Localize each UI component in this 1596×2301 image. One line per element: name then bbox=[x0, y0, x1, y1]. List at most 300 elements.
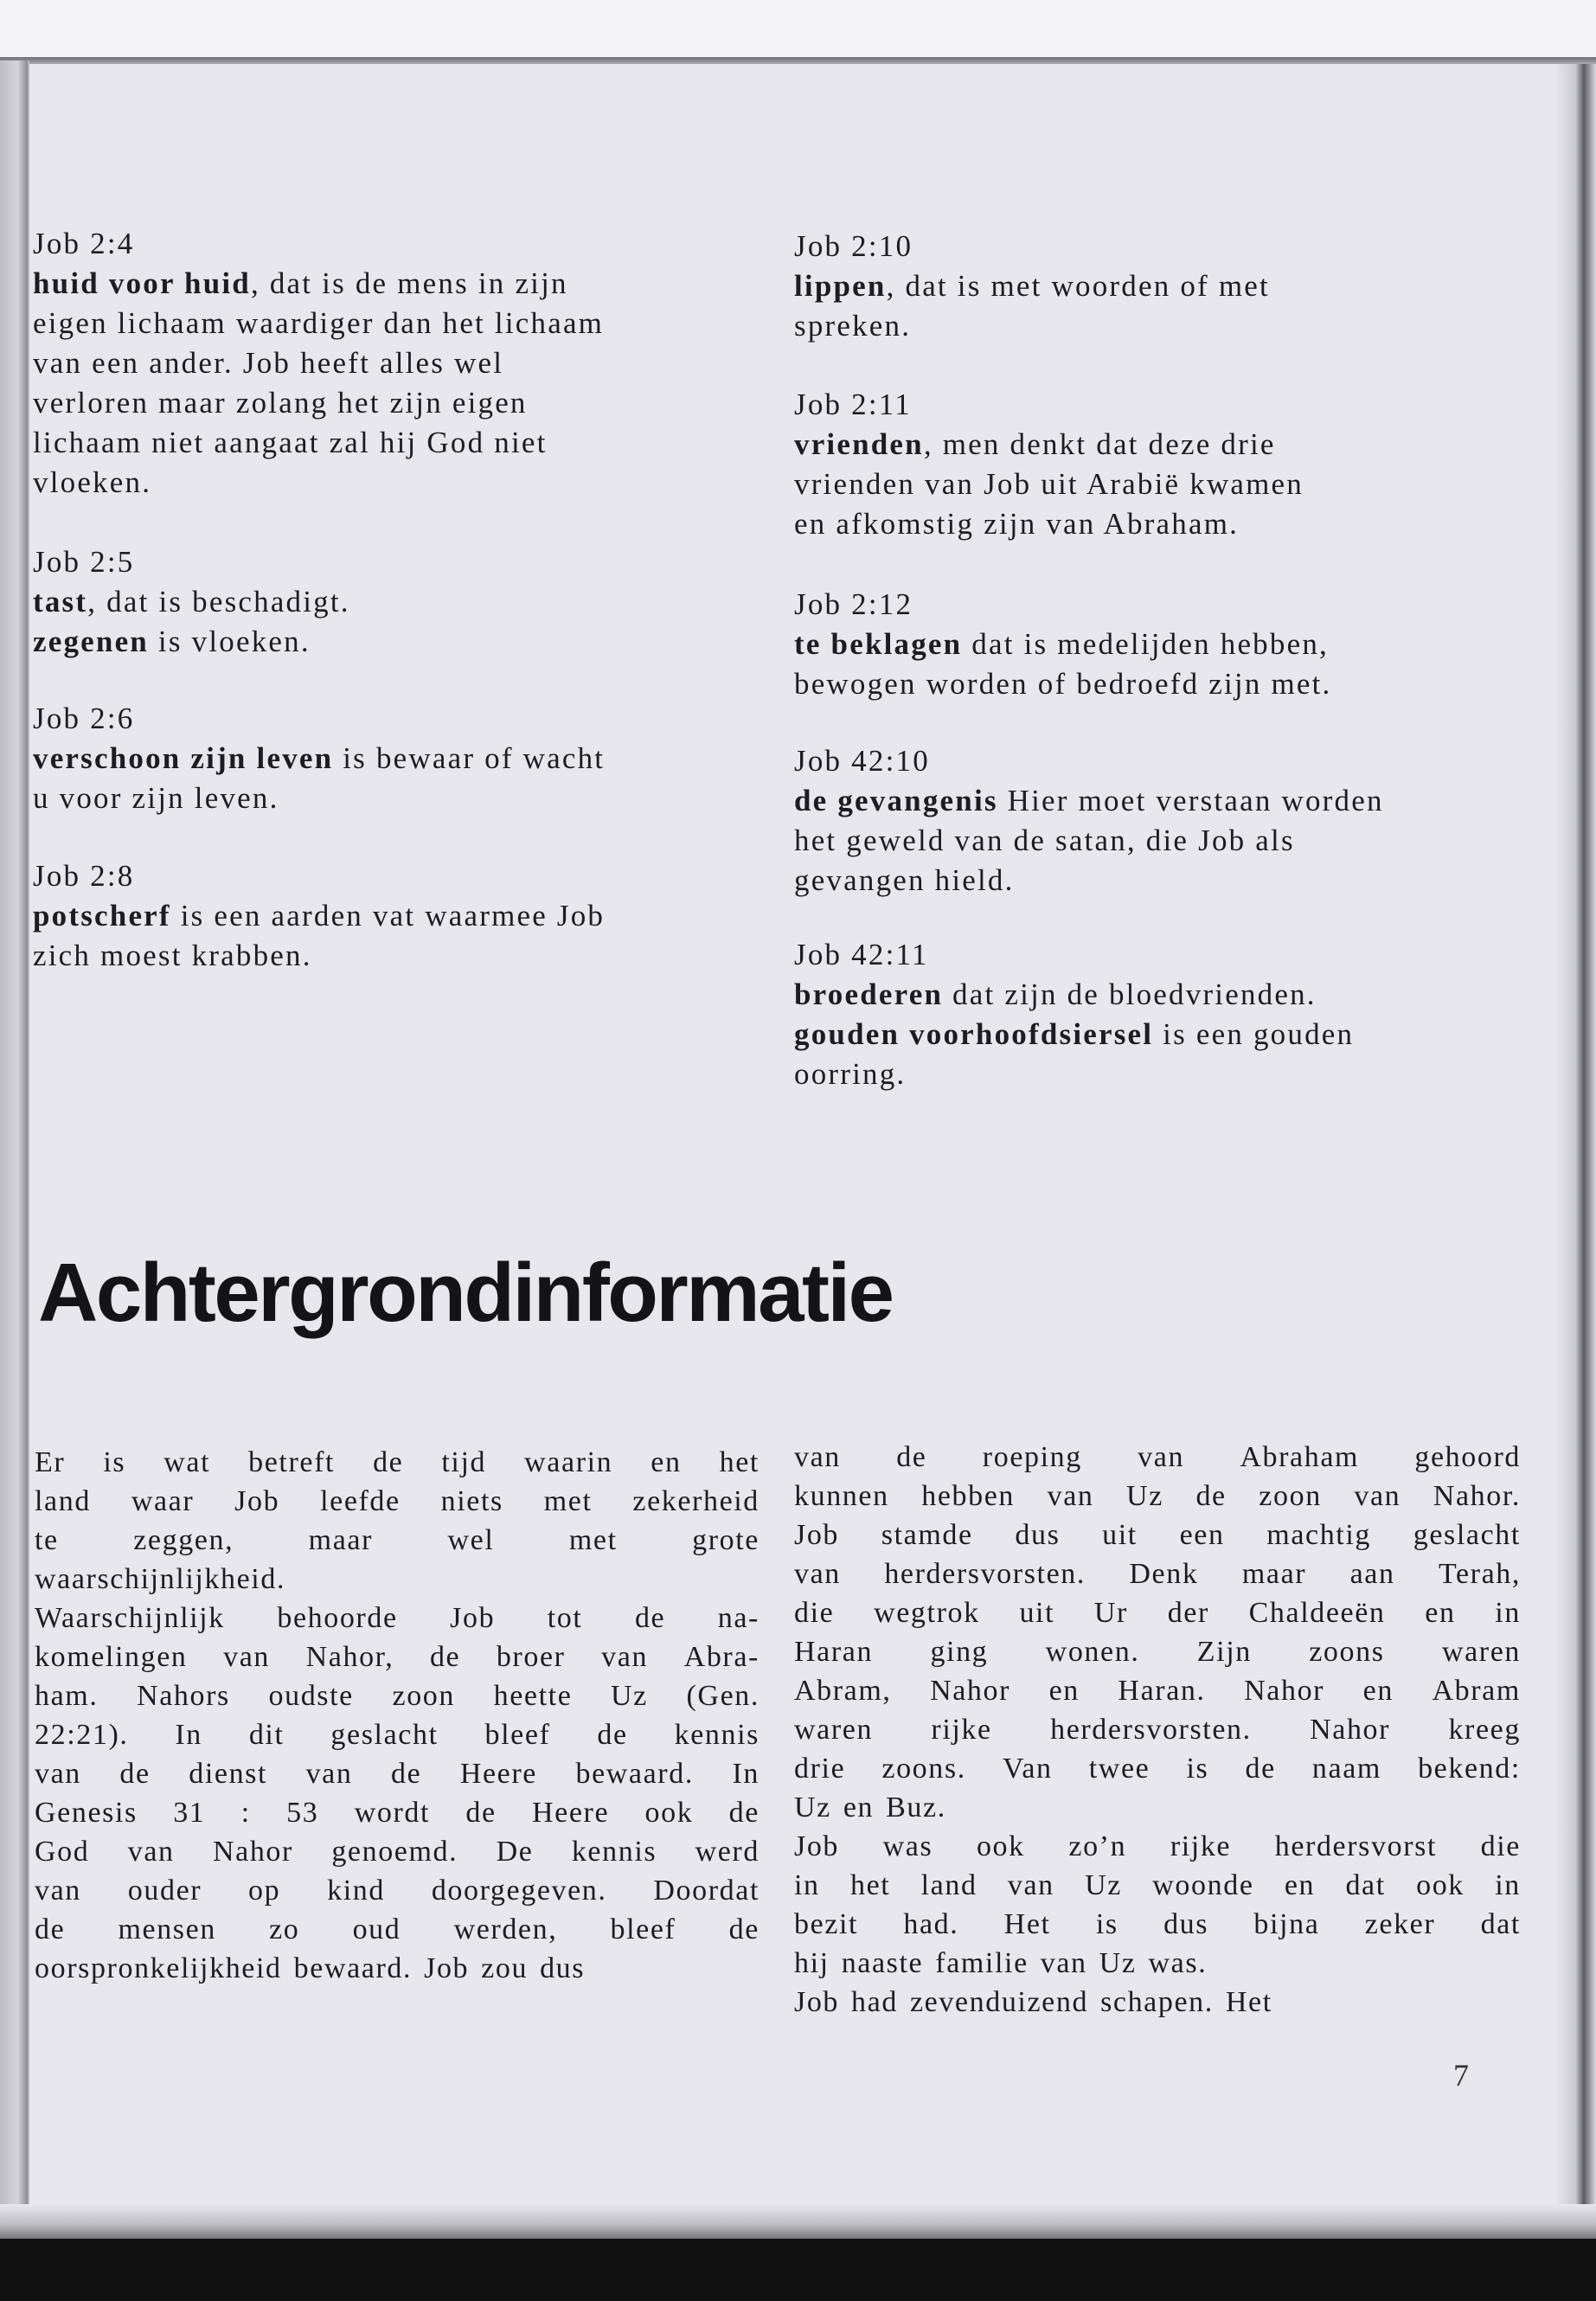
word: in bbox=[1495, 1597, 1521, 1629]
word: rijke bbox=[931, 1714, 992, 1746]
word: Heere bbox=[532, 1797, 610, 1829]
verse-reference: Job 2:6 bbox=[33, 702, 135, 735]
word: : bbox=[240, 1797, 251, 1829]
word: Zijn bbox=[1196, 1636, 1252, 1668]
definition-line bbox=[794, 625, 1332, 664]
word: zoon bbox=[1259, 1480, 1322, 1512]
word: het bbox=[719, 1446, 760, 1478]
definition-line bbox=[33, 739, 605, 779]
word: 22:21). bbox=[35, 1719, 129, 1751]
body-line bbox=[35, 1793, 760, 1832]
definition-line bbox=[794, 306, 1270, 346]
word: Genesis bbox=[35, 1797, 138, 1829]
definition-text: is een gouden bbox=[1153, 1017, 1355, 1051]
word: broer bbox=[496, 1641, 566, 1673]
word: dus bbox=[1015, 1519, 1061, 1551]
word: Heere bbox=[459, 1758, 537, 1790]
word: bleef bbox=[610, 1913, 676, 1945]
body-line bbox=[794, 1593, 1521, 1632]
word: ham. bbox=[35, 1680, 99, 1712]
definition-text: dat zijn de bloedvrienden. bbox=[943, 977, 1317, 1011]
word: dienst bbox=[189, 1758, 268, 1790]
word: oudste bbox=[268, 1680, 354, 1712]
word: van bbox=[794, 1441, 841, 1473]
definition-line bbox=[33, 779, 605, 818]
verse-reference: Job 2:12 bbox=[794, 587, 913, 621]
word: herdersvorsten. bbox=[884, 1558, 1086, 1590]
word: drie bbox=[794, 1753, 846, 1785]
word: geslacht bbox=[1413, 1519, 1521, 1551]
definition-text: dat is medelijden hebben, bbox=[962, 627, 1329, 661]
word: herdersvorst bbox=[1274, 1830, 1437, 1862]
verse-reference: Job 2:4 bbox=[33, 227, 135, 260]
word: Er bbox=[35, 1446, 66, 1478]
word: de bbox=[391, 1758, 422, 1790]
glossary-term: huid voor huid bbox=[33, 266, 251, 300]
word: kreeg bbox=[1448, 1714, 1521, 1746]
definition-text: lichaam niet aangaat zal hij God niet bbox=[33, 426, 548, 459]
word: van bbox=[1040, 1947, 1087, 1979]
word: waarschijnlijkheid. bbox=[35, 1563, 286, 1595]
word: dit bbox=[248, 1719, 285, 1751]
body-line bbox=[35, 1521, 760, 1560]
word: Job bbox=[450, 1602, 496, 1634]
word: en bbox=[651, 1446, 682, 1478]
glossary-term: lippen bbox=[794, 269, 887, 303]
definition-line bbox=[33, 343, 604, 383]
body-line bbox=[794, 1749, 1521, 1788]
word: twee bbox=[1088, 1753, 1151, 1785]
word: de bbox=[119, 1758, 151, 1790]
word: ook bbox=[1416, 1869, 1465, 1901]
glossary-term: tast bbox=[33, 585, 88, 619]
glossary-entry bbox=[33, 699, 605, 818]
body-line bbox=[794, 1516, 1521, 1554]
definition-line bbox=[33, 304, 604, 343]
word: en bbox=[1425, 1597, 1456, 1629]
glossary-entry bbox=[33, 542, 350, 662]
body-line bbox=[794, 1944, 1521, 1983]
glossary-term: te beklagen bbox=[794, 627, 963, 661]
body-line bbox=[35, 1676, 760, 1715]
definition-line bbox=[794, 425, 1304, 465]
definition-text: vloeken. bbox=[33, 465, 152, 499]
word: Nahor bbox=[1310, 1714, 1391, 1746]
body-line bbox=[35, 1910, 760, 1949]
word: van bbox=[794, 1558, 841, 1590]
body-line bbox=[35, 1638, 760, 1676]
page-top-edge bbox=[0, 57, 1596, 64]
body-line bbox=[794, 1866, 1521, 1905]
word: had. bbox=[903, 1908, 959, 1940]
definition-text: is vloeken. bbox=[148, 625, 311, 658]
glossary-entry bbox=[794, 385, 1304, 544]
definition-text: eigen lichaam waardiger dan het lichaam bbox=[33, 306, 605, 340]
word: de bbox=[896, 1441, 927, 1473]
verse-reference: Job 2:8 bbox=[33, 859, 135, 893]
word: De bbox=[496, 1836, 534, 1868]
word: was bbox=[882, 1830, 933, 1862]
word: In bbox=[732, 1758, 760, 1790]
word: die bbox=[794, 1597, 835, 1629]
word: van bbox=[305, 1758, 353, 1790]
definition-line bbox=[794, 861, 1384, 901]
word: hij bbox=[794, 1947, 830, 1979]
word: de bbox=[35, 1913, 66, 1945]
word: schapen. bbox=[1100, 1986, 1214, 2018]
body-line bbox=[794, 1477, 1521, 1516]
verse-reference: Job 2:11 bbox=[794, 388, 912, 421]
word: Uz bbox=[1099, 1947, 1137, 1979]
word: bezit bbox=[794, 1908, 859, 1940]
body-line bbox=[35, 1871, 760, 1910]
body-line bbox=[35, 1832, 760, 1871]
word: de bbox=[429, 1641, 461, 1673]
word: op bbox=[248, 1875, 281, 1907]
word: wat bbox=[163, 1446, 211, 1478]
word: waarin bbox=[524, 1446, 613, 1478]
definition-text: verloren maar zolang het zijn eigen bbox=[33, 386, 528, 420]
word: Doordat bbox=[653, 1875, 760, 1907]
word: betreft bbox=[248, 1446, 336, 1478]
body-line bbox=[35, 1443, 760, 1482]
word: zeggen, bbox=[133, 1524, 234, 1556]
word: Job bbox=[794, 1519, 840, 1551]
word: kind bbox=[327, 1875, 385, 1907]
definition-text: bewogen worden of bedroefd zijn met. bbox=[794, 667, 1332, 701]
word: en bbox=[1284, 1869, 1316, 1901]
word: Uz bbox=[1085, 1869, 1122, 1901]
word: Uz bbox=[611, 1680, 648, 1712]
verse-reference: Job 2:5 bbox=[33, 545, 135, 579]
glossary-entry bbox=[794, 227, 1270, 346]
glossary-term: zegenen bbox=[33, 625, 149, 658]
body-line bbox=[794, 1554, 1521, 1593]
word: uit bbox=[1102, 1519, 1138, 1551]
word: de bbox=[1195, 1480, 1227, 1512]
word: ook bbox=[976, 1830, 1025, 1862]
glossary-entry bbox=[794, 741, 1384, 901]
word: waren bbox=[1441, 1636, 1521, 1668]
word: Terah, bbox=[1438, 1558, 1521, 1590]
word: was. bbox=[1148, 1947, 1208, 1979]
word: ook bbox=[644, 1797, 694, 1829]
word: de bbox=[373, 1446, 404, 1478]
word: wel bbox=[447, 1524, 495, 1556]
body-line bbox=[35, 1599, 760, 1638]
word: die bbox=[1480, 1830, 1521, 1862]
definition-text: u voor zijn leven. bbox=[33, 781, 279, 815]
glossary-term: potscherf bbox=[33, 899, 171, 933]
body-line bbox=[35, 1754, 760, 1793]
definition-text: , dat is met woorden of met bbox=[886, 269, 1270, 303]
word: van bbox=[1047, 1480, 1094, 1512]
word: de bbox=[597, 1719, 628, 1751]
word: zoons. bbox=[881, 1753, 966, 1785]
word: 53 bbox=[286, 1797, 319, 1829]
word: bekend: bbox=[1418, 1753, 1521, 1785]
word: Abram, bbox=[794, 1675, 892, 1707]
definition-line bbox=[794, 504, 1304, 544]
word: ging bbox=[930, 1636, 989, 1668]
word: Nahor bbox=[212, 1836, 293, 1868]
word: Waarschijnlijk bbox=[35, 1602, 225, 1634]
word: zekerheid bbox=[632, 1485, 760, 1517]
word: tot bbox=[547, 1602, 583, 1634]
body-line bbox=[794, 1438, 1521, 1477]
word: niets bbox=[440, 1485, 503, 1517]
page-number: 7 bbox=[1453, 2058, 1469, 2093]
word: roeping bbox=[982, 1441, 1082, 1473]
word: in bbox=[1495, 1869, 1521, 1901]
word: bewaard. bbox=[293, 1952, 413, 1984]
word: naaste bbox=[841, 1947, 924, 1979]
word: van bbox=[223, 1641, 271, 1673]
definition-line bbox=[794, 266, 1270, 306]
word: grote bbox=[692, 1524, 760, 1556]
word: machtig bbox=[1266, 1519, 1372, 1551]
word: leefde bbox=[320, 1485, 401, 1517]
word: Uz bbox=[1126, 1480, 1163, 1512]
word: met bbox=[568, 1524, 618, 1556]
word: aan bbox=[1349, 1558, 1395, 1590]
word: van bbox=[1007, 1869, 1054, 1901]
word: Abraham bbox=[1240, 1441, 1360, 1473]
word: God bbox=[35, 1836, 90, 1868]
word: zoons bbox=[1309, 1636, 1385, 1668]
word: wordt bbox=[354, 1797, 431, 1829]
word: Haran bbox=[794, 1636, 874, 1668]
word: is bbox=[103, 1446, 126, 1478]
word: Uz bbox=[794, 1791, 831, 1823]
word: 31 bbox=[173, 1797, 206, 1829]
word: Ur bbox=[1093, 1597, 1128, 1629]
word: de bbox=[1245, 1753, 1276, 1785]
word: kennis bbox=[674, 1719, 760, 1751]
word: rijke bbox=[1170, 1830, 1232, 1862]
word: Abram bbox=[1432, 1675, 1521, 1707]
definition-line bbox=[794, 1054, 1354, 1094]
word: en bbox=[843, 1791, 875, 1823]
definition-line bbox=[33, 264, 604, 304]
word: maar bbox=[308, 1524, 374, 1556]
scan-background bbox=[0, 2239, 1596, 2301]
word: Van bbox=[1002, 1753, 1053, 1785]
word: land bbox=[920, 1869, 977, 1901]
word: oorspronkelijkheid bbox=[35, 1952, 282, 1984]
glossary-term: verschoon zijn leven bbox=[33, 741, 334, 775]
glossary-term: broederen bbox=[794, 977, 944, 1011]
definition-line bbox=[794, 465, 1304, 504]
definition-text: van een ander. Job heeft alles wel bbox=[33, 346, 504, 380]
word: bleef bbox=[484, 1719, 551, 1751]
body-line bbox=[35, 1482, 760, 1521]
verse-reference: Job 42:10 bbox=[794, 744, 930, 778]
definition-text: zich moest krabben. bbox=[33, 939, 312, 972]
word: is bbox=[1095, 1908, 1118, 1940]
word: Denk bbox=[1129, 1558, 1199, 1590]
word: Nahors bbox=[137, 1680, 230, 1712]
definition-text: het geweld van de satan, die Job als bbox=[794, 824, 1295, 857]
definition-line bbox=[33, 423, 604, 463]
word: Chaldeeën bbox=[1248, 1597, 1386, 1629]
scan-top-margin bbox=[0, 0, 1596, 59]
word: van bbox=[35, 1875, 81, 1907]
word: Nahor, bbox=[305, 1641, 394, 1673]
word: Job bbox=[794, 1830, 840, 1862]
word: mensen bbox=[118, 1913, 216, 1945]
word: waren bbox=[794, 1714, 874, 1746]
definition-text: gevangen hield. bbox=[794, 863, 1015, 897]
word: Abra- bbox=[683, 1641, 760, 1673]
definition-line bbox=[794, 664, 1332, 704]
word: Het bbox=[1003, 1908, 1051, 1940]
word: dus bbox=[540, 1952, 586, 1984]
body-line bbox=[794, 1788, 1521, 1827]
word: familie bbox=[935, 1947, 1029, 1979]
definition-text: vrienden van Job uit Arabië kwamen bbox=[794, 467, 1304, 501]
word: en bbox=[1362, 1675, 1394, 1707]
word: zevenduizend bbox=[909, 1986, 1089, 2018]
word: Buz. bbox=[886, 1791, 946, 1823]
verse-reference: Job 2:10 bbox=[794, 229, 913, 263]
body-line bbox=[794, 1827, 1521, 1866]
glossary-term: gouden voorhoofdsiersel bbox=[794, 1017, 1154, 1051]
word: doorgegeven. bbox=[431, 1875, 607, 1907]
definition-line bbox=[794, 1015, 1354, 1054]
definition-line bbox=[794, 975, 1354, 1015]
word: kennis bbox=[571, 1836, 657, 1868]
word: bijna bbox=[1253, 1908, 1320, 1940]
word: oud bbox=[352, 1913, 401, 1945]
word: werden, bbox=[453, 1913, 558, 1945]
word: de bbox=[728, 1797, 760, 1829]
word: maar bbox=[1241, 1558, 1307, 1590]
word: waar bbox=[131, 1485, 195, 1517]
definition-line bbox=[33, 622, 350, 662]
word: het bbox=[849, 1869, 891, 1901]
word: gehoord bbox=[1414, 1441, 1521, 1473]
definition-line bbox=[33, 383, 604, 423]
word: dat bbox=[1480, 1908, 1521, 1940]
definition-text: oorring. bbox=[794, 1057, 907, 1091]
word: na- bbox=[717, 1602, 760, 1634]
word: dus bbox=[1163, 1908, 1209, 1940]
word: de bbox=[728, 1913, 760, 1945]
glossary-entry bbox=[794, 585, 1332, 704]
word: zo’n bbox=[1068, 1830, 1127, 1862]
body-line bbox=[794, 1905, 1521, 1944]
word: woonde bbox=[1152, 1869, 1254, 1901]
body-line bbox=[35, 1715, 760, 1754]
definition-text: is bewaar of wacht bbox=[333, 741, 606, 775]
glossary-entry bbox=[33, 856, 605, 976]
word: Het bbox=[1225, 1986, 1272, 2018]
word: Nahor bbox=[930, 1675, 1011, 1707]
word: werd bbox=[695, 1836, 760, 1868]
body-line bbox=[794, 1671, 1521, 1710]
body-line bbox=[794, 1710, 1521, 1749]
word: en bbox=[1048, 1675, 1080, 1707]
word: geslacht bbox=[330, 1719, 439, 1751]
word: naam bbox=[1311, 1753, 1381, 1785]
word: zoon bbox=[392, 1680, 455, 1712]
word: (Gen. bbox=[686, 1680, 760, 1712]
word: van bbox=[601, 1641, 649, 1673]
word: Haran. bbox=[1118, 1675, 1206, 1707]
definition-line bbox=[33, 582, 350, 622]
word: uit bbox=[1019, 1597, 1055, 1629]
word: Job bbox=[424, 1952, 470, 1984]
body-line bbox=[794, 1983, 1521, 2022]
word: met bbox=[543, 1485, 593, 1517]
word: Job bbox=[234, 1485, 280, 1517]
word: behoorde bbox=[277, 1602, 398, 1634]
word: een bbox=[1179, 1519, 1225, 1551]
verse-reference: Job 42:11 bbox=[794, 938, 929, 971]
word: van bbox=[1354, 1480, 1401, 1512]
definition-text: Hier moet verstaan worden bbox=[997, 784, 1384, 817]
glossary-entry bbox=[794, 935, 1354, 1094]
word: van bbox=[35, 1758, 81, 1790]
word: land bbox=[35, 1485, 91, 1517]
page-right-edge bbox=[1555, 64, 1596, 2235]
word: tijd bbox=[441, 1446, 487, 1478]
body-text-right-column bbox=[794, 1438, 1521, 2022]
word: de bbox=[465, 1797, 497, 1829]
definition-text: , dat is beschadigt. bbox=[87, 585, 350, 619]
glossary-entry bbox=[33, 224, 604, 503]
word: bewaard. bbox=[575, 1758, 694, 1790]
word: in bbox=[794, 1869, 820, 1901]
definition-text: en afkomstig zijn van Abraham. bbox=[794, 507, 1240, 541]
word: zeker bbox=[1364, 1908, 1436, 1940]
word: genoemd. bbox=[331, 1836, 458, 1868]
word: van bbox=[1138, 1441, 1185, 1473]
definition-line bbox=[794, 821, 1384, 861]
word: dat bbox=[1345, 1869, 1386, 1901]
word: ouder bbox=[127, 1875, 202, 1907]
body-text-left-column bbox=[35, 1443, 760, 1988]
definition-line bbox=[794, 781, 1384, 821]
word: In bbox=[175, 1719, 202, 1751]
word: hebben bbox=[921, 1480, 1016, 1512]
word: te bbox=[35, 1524, 59, 1556]
word: had bbox=[851, 1986, 898, 2018]
definition-text: is een aarden vat waarmee Job bbox=[170, 899, 606, 933]
word: komelingen bbox=[35, 1641, 188, 1673]
word: der bbox=[1167, 1597, 1209, 1629]
body-line bbox=[35, 1560, 760, 1599]
word: van bbox=[127, 1836, 175, 1868]
definition-text: spreken. bbox=[794, 309, 912, 343]
word: Nahor. bbox=[1433, 1480, 1521, 1512]
body-line bbox=[794, 1632, 1521, 1671]
page-binding-edge bbox=[0, 61, 29, 2240]
glossary-term: de gevangenis bbox=[794, 784, 998, 817]
definition-text: , men denkt dat deze drie bbox=[923, 427, 1276, 461]
page-bottom-edge bbox=[0, 2204, 1596, 2239]
definition-line bbox=[33, 936, 605, 976]
word: Nahor bbox=[1244, 1675, 1325, 1707]
definition-text: , dat is de mens in zijn bbox=[250, 266, 568, 300]
word: kunnen bbox=[794, 1480, 889, 1512]
definition-line bbox=[33, 896, 605, 936]
word: heette bbox=[493, 1680, 573, 1712]
word: is bbox=[1186, 1753, 1209, 1785]
definition-line bbox=[33, 463, 604, 503]
body-line bbox=[35, 1949, 760, 1988]
